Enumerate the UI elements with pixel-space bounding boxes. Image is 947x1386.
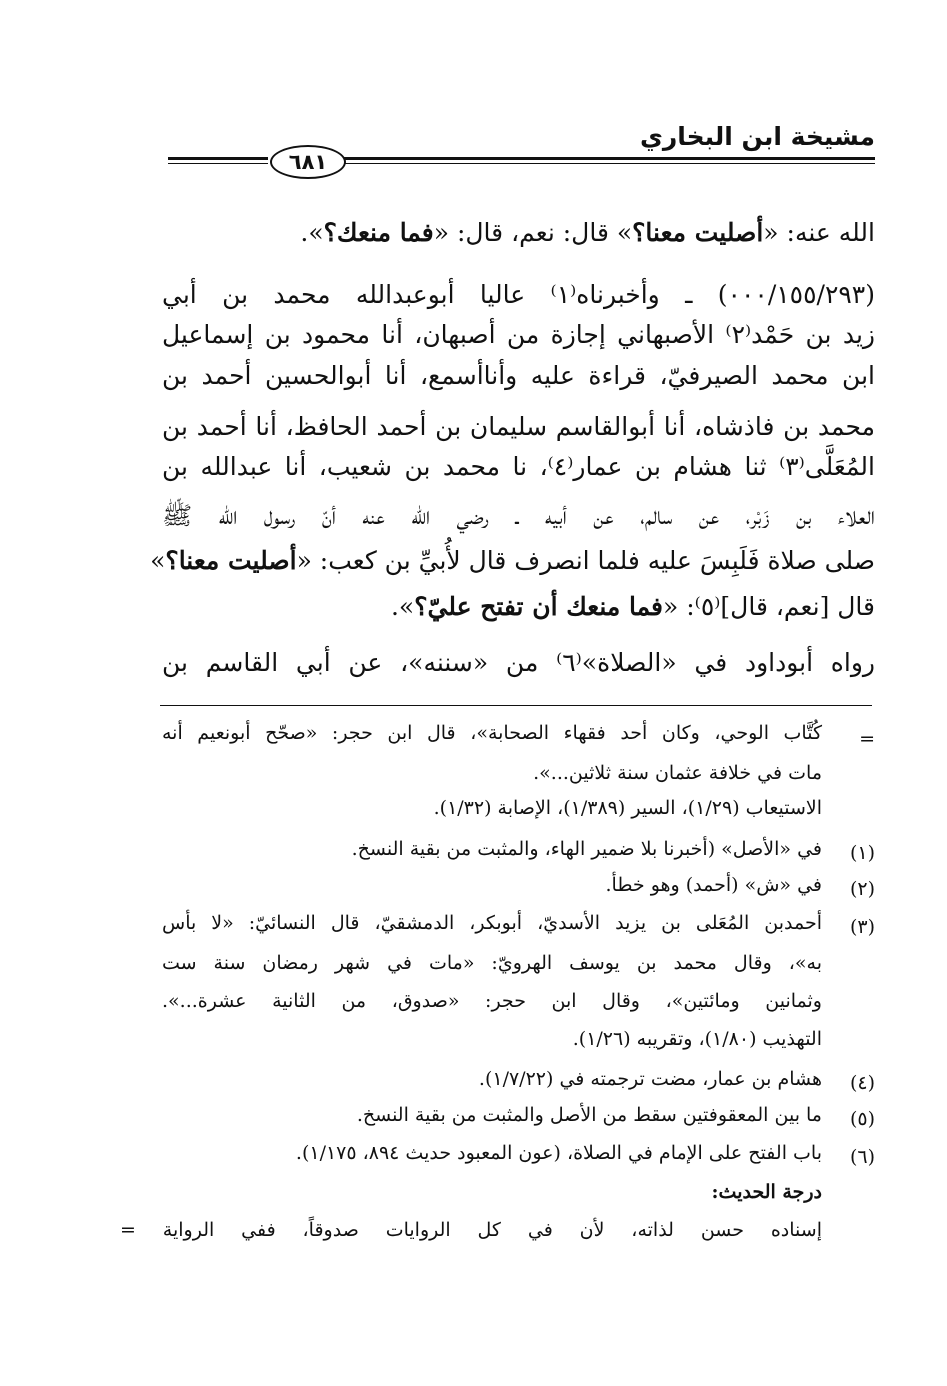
text-run: الله عنه: «: [763, 218, 875, 247]
header-rule: [335, 157, 875, 160]
text-run: صلى صلاة فَلَبِسَ عليه فلما انصرف قال لأُبيِّ بن كعب: «: [296, 546, 875, 575]
text-line: محمد بن فاذشاه، أنا أبوالقاسم سليمان بن أحمد الحافظ، أنا أحمد بن: [162, 412, 875, 441]
footnote-line: مات في خلافة عثمان سنة ثلاثين...».: [533, 762, 822, 784]
running-title: مشيخة ابن البخاري: [639, 122, 875, 151]
quote-bold: أصليت معنا؟: [632, 218, 764, 247]
footnote-line: التهذيب (١/٨٠)، وتقريبه (١/٢٦).: [572, 1028, 822, 1050]
quote-bold: فما منعك أن تفتح عليّ؟: [414, 592, 664, 621]
footnote-line: في «الأصل» (أخبرنا بلا ضمير الهاء، والمثبت من بقية النسخ.: [351, 838, 822, 860]
grade-line: إسناده حسن لذاته، لأن في كل الروايات صدوقاً، ففي الرواية =: [120, 1219, 822, 1241]
footnote-line: الاستيعاب (١/٢٩)، السير (١/٣٨٩)، الإصابة (١/٣٢).: [433, 797, 822, 819]
footnote-marker: (٦): [849, 1146, 875, 1168]
footnote-line: هشام بن عمار، مضت ترجمته في (١/٧/٢٢).: [478, 1068, 822, 1090]
footnote-line: أحمدبن المُعَلى بن يزيد الأسديّ، أبوبكر، الدمشقيّ، قال النسائيّ: «لا بأس: [162, 912, 822, 934]
quote-bold: فما منعك؟: [323, 218, 434, 247]
footnote-line: ما بين المعقوفتين سقط من الأصل والمثبت من بقية النسخ.: [356, 1104, 822, 1126]
footnote-marker: (٥): [849, 1108, 875, 1130]
text-run: ».: [300, 218, 324, 247]
footnote-marker: (١): [849, 842, 875, 864]
footnote-marker: (٣): [849, 916, 875, 938]
header-rule: [168, 157, 268, 160]
header-rule: [168, 163, 268, 164]
continuation-marker: =: [859, 728, 875, 750]
footnote-marker: (٢): [849, 878, 875, 900]
text-run: »: [150, 546, 166, 575]
text-line: [300, 218, 875, 247]
text-line: المُعَلَّى⁽٣⁾ ثنا هشام بن عمار⁽٤⁾، نا محمد بن شعيب، أنا عبدالله بن: [162, 452, 875, 481]
text-run: ».: [390, 592, 415, 621]
page-number: ٦٨١: [270, 145, 346, 179]
grade-heading: درجة الحديث:: [711, 1181, 822, 1203]
footnote-separator: [160, 705, 872, 706]
text-run: » قال: نعم، قال: «: [433, 218, 633, 247]
text-line: ابن محمد الصيرفيّ، قراءة عليه وأناأسمع، أنا أبوالحسين أحمد بن: [162, 361, 875, 390]
footnote-line: باب الفتح على الإمام في الصلاة، (عون المعبود حديث ٨٩٤، ١/١٧٥).: [295, 1142, 822, 1164]
text-line: رواه أبوداود في «الصلاة»⁽٦⁾ من «سننه»، عن أبي القاسم بن: [162, 648, 875, 677]
header-rule: [335, 163, 875, 164]
footnote-line: كُتَّاب الوحي، وكان أحد فقهاء الصحابة»، قال ابن حجر: «صحّح أبونعيم أنه: [162, 722, 822, 744]
text-line: [391, 592, 875, 621]
footnote-marker: (٤): [849, 1072, 875, 1094]
footnote-line: في «ش» (أحمد) وهو خطأ.: [605, 874, 822, 896]
quote-bold: أصليت معنا؟: [165, 546, 297, 575]
text-line: زيد بن حَمْد⁽٢⁾ الأصبهاني إجازة من أصبهان، أنا محمود بن إسماعيل: [162, 320, 875, 349]
footnote-line: به»، وقال محمد بن يوسف الهرويّ: «مات في شهر رمضان سنة ست: [162, 952, 822, 974]
text-run: قال [نعم، قال]⁽٥⁾: «: [663, 592, 875, 621]
text-line: [150, 546, 875, 575]
footnote-line: وثمانين ومائتين»، وقال ابن حجر: «صدوق، من الثانية عشرة...».: [162, 990, 822, 1012]
text-line: (٠٠٠/١٥٥/٢٩٣) ـ وأخبرناه⁽١⁾ عاليا أبوعبدالله محمد بن أبي: [162, 280, 875, 309]
text-line: العلاء بن زَبْر، عن سالم، عن أبيه ـ رضي الله عنه أنّ رسول الله ﷺ: [162, 501, 875, 530]
